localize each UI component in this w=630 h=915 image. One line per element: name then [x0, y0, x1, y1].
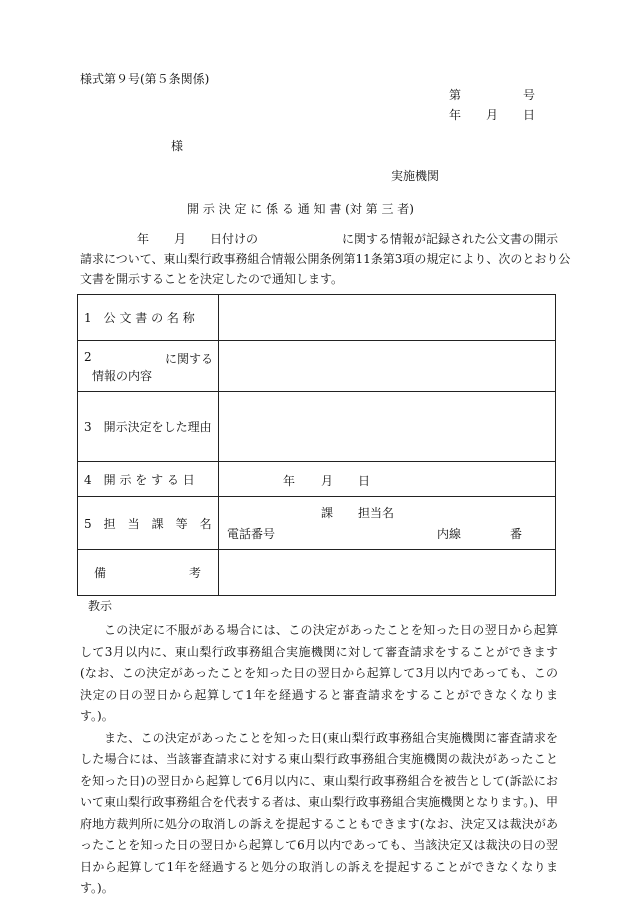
table-row — [78, 392, 556, 462]
notice-paragraph-2: また、この決定があったことを知った日(東山梨行政事務組合実施機関に審査請求をした場合には、当該審査請求に対する東山梨行政事務組合実施機関の裁決があったことを知った日)の翌日から起算して6月以内に、東山梨行政事務組合を被告として(訴訟において東山梨行政事務組合を代表する者は、東山梨行政事務組合実施機関となります。)、甲府地方裁判所に処分の取消しの訴えを提起することもできます(なお、決定又は裁決があったことを知った日の翌日から起算して6月以内であっても、当該決定又は裁決の日の翌日から起算して1年を経過すると処分の取消しの訴えを提起することができなくなります。)。 — [80, 730, 558, 895]
intro-year: 年 — [137, 232, 150, 246]
intro-month: 月 — [174, 232, 187, 246]
table-row — [78, 497, 556, 550]
document-title: 開 示 決 定 に 係 る 通 知 書 (対 第 三 者) — [187, 202, 414, 216]
row-label-remarks-a: 備 — [94, 566, 107, 580]
notice-body — [80, 620, 558, 900]
date-year: 年 — [449, 108, 462, 122]
department-suffix: 課 — [321, 506, 334, 520]
form-id: 様式第９号(第５条関係) — [80, 72, 210, 86]
intro-date-suffix: 日付けの — [210, 232, 259, 246]
notice-table — [77, 294, 556, 596]
notice-paragraph-1: この決定に不服がある場合には、この決定があったことを知った日の翌日から起算して3月以内に、東山梨行政事務組合実施機関に対して審査請求をすることができます(なお、この決定があったことを知った日の翌日から起算して3月以内であっても、この決定の日の翌日から起算して1年を経過すると審査請求をすることができなくなります。)。 — [80, 623, 558, 723]
field-department[interactable] — [219, 497, 556, 550]
disclosure-year: 年 — [283, 474, 296, 488]
table-row — [78, 462, 556, 497]
table-row — [78, 550, 556, 596]
disclosure-day: 日 — [358, 474, 371, 488]
doc-number-prefix: 第 — [449, 88, 462, 102]
phone-label: 電話番号 — [227, 527, 276, 541]
row-label-document-name: 1 公 文 書 の 名 称 — [84, 311, 195, 325]
intro-subject-text: に関する情報が記録された公文書の開示 — [342, 232, 559, 246]
field-info-content[interactable] — [219, 341, 556, 392]
extension-label: 内線 — [437, 527, 462, 541]
field-reason[interactable] — [219, 392, 556, 462]
field-disclosure-date[interactable] — [219, 462, 556, 497]
intro-line-2: 請求について、東山梨行政事務組合情報公開条例第11条第3項の規定により、次のとおり公 — [80, 252, 571, 266]
intro-line-3: 文書を開示することを決定したので通知します。 — [80, 272, 344, 286]
field-remarks[interactable] — [219, 550, 556, 596]
person-in-charge-label: 担当名 — [358, 506, 395, 520]
disclosure-month: 月 — [321, 474, 334, 488]
extension-suffix: 番 — [510, 527, 523, 541]
field-document-name[interactable] — [219, 295, 556, 341]
row-label-department: 5 担 当 課 等 名 — [84, 516, 212, 531]
date-month: 月 — [486, 108, 499, 122]
row-label-reason: 3 開示決定をした理由 — [84, 420, 212, 434]
row-label-info-a: に関する — [165, 352, 214, 366]
recipient-suffix: 様 — [171, 139, 184, 153]
row-label-info-num: 2 — [84, 350, 92, 364]
issuer: 実施機関 — [391, 169, 440, 183]
notice-heading: 教示 — [88, 599, 113, 613]
row-label-remarks-b: 考 — [189, 566, 202, 580]
doc-number-suffix: 号 — [523, 88, 536, 102]
row-label-disclosure-date: 4 開 示 を す る 日 — [84, 472, 195, 487]
table-row — [78, 341, 556, 392]
table-row — [78, 295, 556, 341]
date-day: 日 — [523, 108, 536, 122]
row-label-info-b: 情報の内容 — [92, 369, 153, 383]
